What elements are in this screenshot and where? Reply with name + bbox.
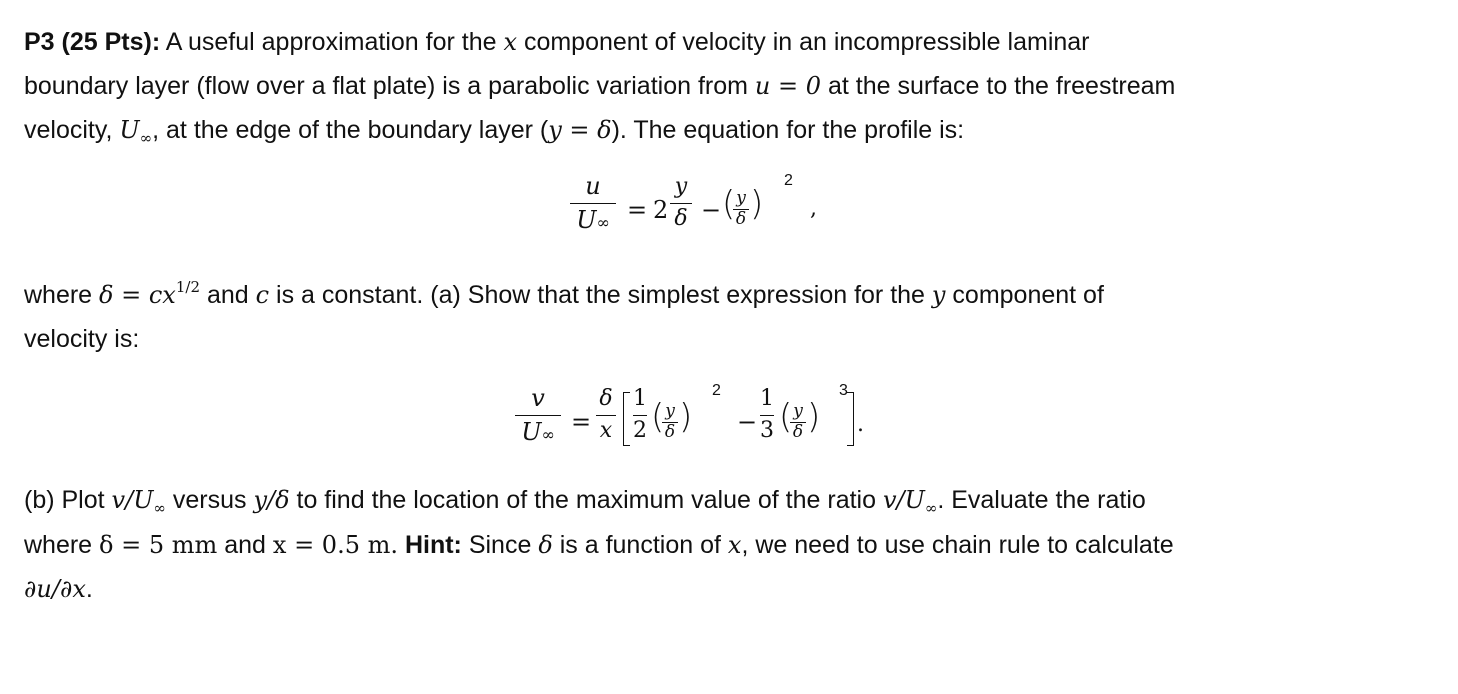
minus-sign: − bbox=[701, 196, 722, 224]
left-bracket bbox=[623, 392, 630, 446]
numerator: 1 bbox=[633, 386, 647, 411]
numerator: 1 bbox=[760, 386, 774, 411]
numerator: y bbox=[674, 174, 688, 199]
hint-text: , we need to use chain rule to calculate bbox=[741, 531, 1174, 559]
right-paren: ) bbox=[807, 397, 821, 437]
intro-text: A useful approximation for the bbox=[165, 28, 497, 56]
part-b-line-3 bbox=[24, 567, 1424, 611]
v-velocity-equation bbox=[515, 378, 875, 468]
period: . bbox=[85, 575, 93, 603]
part-b-text: (b) Plot bbox=[24, 486, 105, 514]
hint-label: Hint: bbox=[404, 531, 462, 559]
one-third-fraction bbox=[760, 388, 774, 442]
part-b-text: to find the location of the maximum value of the ratio bbox=[296, 486, 876, 514]
delta-value: δ = 5 mm bbox=[99, 531, 218, 559]
v-over-u-inf bbox=[882, 486, 938, 517]
u-infinity bbox=[119, 116, 153, 147]
denominator: x bbox=[599, 418, 613, 443]
delta-expression: δ = cx bbox=[99, 281, 176, 309]
x-variable: x bbox=[503, 28, 517, 56]
velocity-profile-equation bbox=[570, 168, 850, 258]
exponent: 2 bbox=[712, 382, 721, 399]
ratio-expression: v/U bbox=[882, 486, 925, 514]
intro-text: velocity, bbox=[24, 116, 113, 144]
coefficient: 2 bbox=[653, 196, 669, 224]
exponent: 2 bbox=[784, 172, 793, 189]
comma: , bbox=[810, 196, 817, 221]
right-bracket bbox=[847, 392, 854, 446]
intro-text: component of velocity in an incompressible laminar bbox=[523, 28, 1090, 56]
where-text: component of bbox=[952, 281, 1104, 309]
where-line-1 bbox=[24, 273, 1424, 320]
one-half-fraction bbox=[633, 388, 647, 442]
partial-derivative: ∂u/∂x bbox=[24, 575, 86, 603]
equals-sign: = bbox=[571, 408, 592, 436]
right-paren: ) bbox=[679, 397, 693, 437]
numerator: y bbox=[665, 401, 675, 421]
delta-definition bbox=[99, 278, 200, 309]
infinity-subscript: ∞ bbox=[153, 499, 166, 517]
part-b-line-1 bbox=[24, 478, 1424, 525]
y-over-delta-2 bbox=[790, 403, 806, 441]
part-b-text: . Evaluate the ratio bbox=[937, 486, 1146, 514]
exponent: 1/2 bbox=[175, 278, 200, 296]
intro-text: at the surface to the freestream bbox=[827, 72, 1176, 100]
denominator: δ bbox=[735, 209, 747, 229]
denominator: 3 bbox=[760, 418, 774, 443]
denominator: 2 bbox=[633, 418, 647, 443]
v-over-u-inf bbox=[111, 486, 166, 517]
where-line-2 bbox=[24, 317, 1424, 361]
problem-heading: P3 (25 Pts): bbox=[24, 28, 161, 56]
c-constant: c bbox=[255, 281, 270, 309]
denominator: δ bbox=[792, 422, 804, 442]
denominator: U bbox=[576, 206, 597, 234]
intro-text: , at the edge of the boundary layer ( bbox=[152, 116, 549, 144]
hint-text: Since bbox=[468, 531, 532, 559]
y-over-delta-1 bbox=[662, 403, 678, 441]
numerator: δ bbox=[599, 386, 613, 411]
delta-symbol: δ bbox=[538, 531, 553, 559]
intro-text: ). The equation for the profile is: bbox=[611, 116, 965, 144]
ratio-expression: v/U bbox=[111, 486, 154, 514]
part-b-text: and bbox=[224, 531, 266, 559]
left-paren: ( bbox=[651, 397, 665, 437]
infinity-subscript: ∞ bbox=[924, 499, 938, 517]
part-b-text: where bbox=[24, 531, 93, 559]
intro-text: boundary layer (flow over a flat plate) is a parabolic variation from bbox=[24, 72, 748, 100]
and-text: and bbox=[206, 281, 249, 309]
y-over-delta-paren bbox=[733, 190, 749, 228]
equals-sign: = bbox=[627, 196, 648, 224]
numerator: y bbox=[793, 401, 803, 421]
where-text: where bbox=[24, 281, 93, 309]
velocity-is-text: velocity is: bbox=[24, 325, 140, 353]
x-variable: x bbox=[727, 531, 742, 559]
y-variable: y bbox=[931, 281, 946, 309]
part-b-text: versus bbox=[172, 486, 247, 514]
infinity-subscript: ∞ bbox=[139, 129, 153, 147]
y-over-delta-fraction bbox=[670, 176, 692, 230]
intro-line-2 bbox=[24, 64, 1424, 108]
infinity-subscript: ∞ bbox=[596, 213, 610, 232]
period: . bbox=[857, 412, 864, 437]
numerator: u bbox=[585, 172, 601, 200]
hint-text: is a function of bbox=[559, 531, 721, 559]
exponent: 3 bbox=[839, 382, 848, 399]
part-b-line-2 bbox=[24, 523, 1424, 567]
y-equals-delta: y = δ bbox=[548, 116, 612, 144]
denominator: δ bbox=[674, 206, 688, 231]
x-value: x = 0.5 m. bbox=[272, 531, 398, 559]
y-over-delta: y/δ bbox=[253, 486, 290, 514]
where-text: is a constant. (a) Show that the simplest expression for the bbox=[276, 281, 925, 309]
u-symbol: U bbox=[119, 116, 140, 144]
v-over-uinf-fraction bbox=[515, 386, 561, 444]
u-equals-zero: u = 0 bbox=[754, 72, 821, 100]
minus-sign: − bbox=[737, 408, 758, 436]
right-paren: ) bbox=[750, 184, 764, 224]
delta-over-x-fraction bbox=[596, 388, 616, 442]
denominator: U bbox=[521, 418, 542, 446]
intro-line-1 bbox=[24, 20, 1424, 64]
infinity-subscript: ∞ bbox=[541, 425, 555, 444]
numerator: v bbox=[531, 384, 545, 412]
denominator: δ bbox=[664, 422, 676, 442]
u-over-uinf-fraction bbox=[570, 174, 616, 232]
numerator: y bbox=[736, 188, 746, 208]
left-paren: ( bbox=[722, 184, 736, 224]
intro-line-3 bbox=[24, 108, 1424, 155]
left-paren: ( bbox=[779, 397, 793, 437]
